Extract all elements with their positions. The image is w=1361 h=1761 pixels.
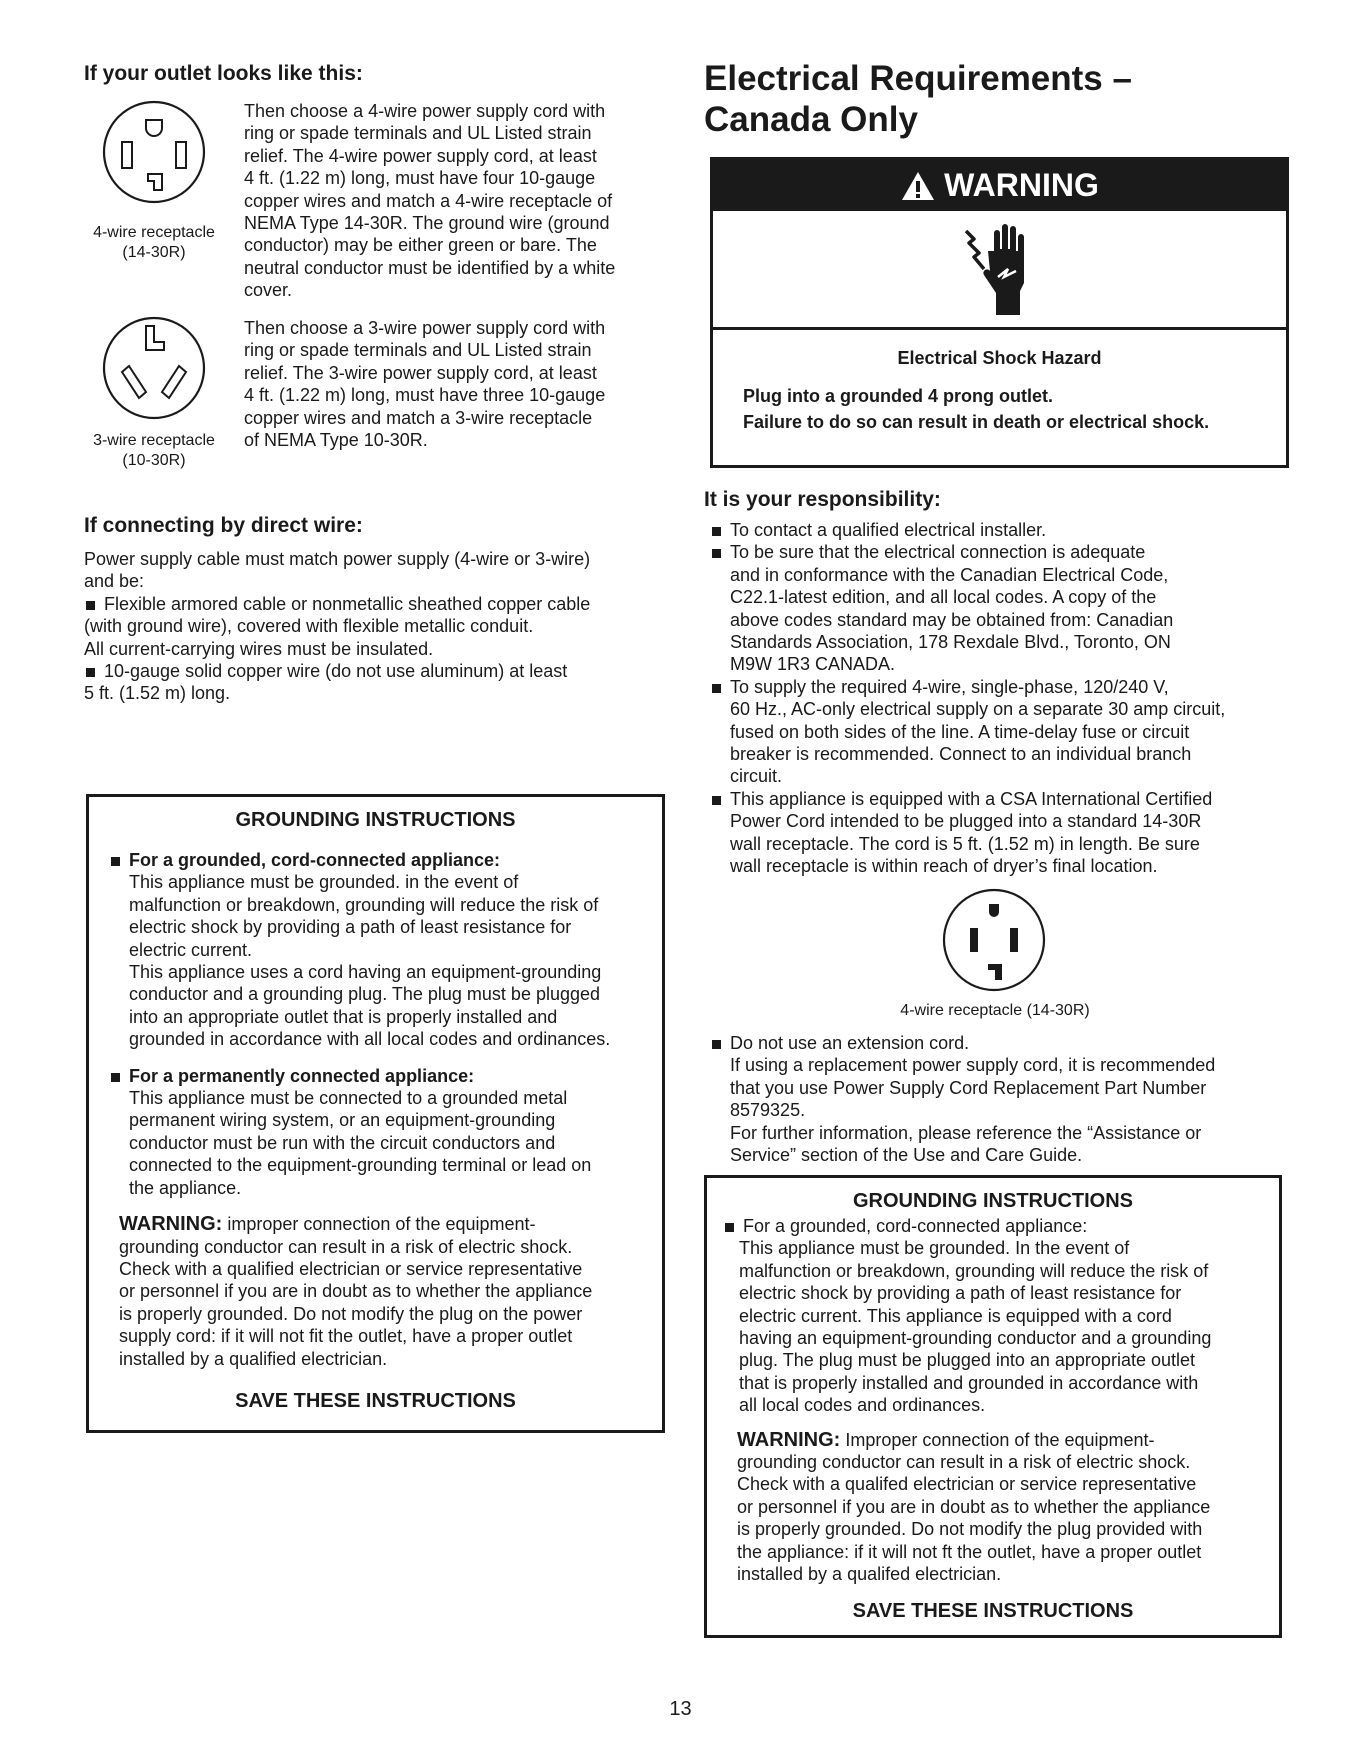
electric-shock-hand-icon: [960, 219, 1040, 319]
page-number: 13: [669, 1698, 692, 1720]
outlet-heading: If your outlet looks like this:: [84, 62, 363, 85]
grounding-item-1: [109, 849, 654, 1051]
extension-bullet: Do not use an extension cord.: [710, 1032, 1330, 1054]
extension-cord-section: [710, 1032, 1330, 1166]
grounding-instructions-box-left: [86, 794, 665, 1433]
caption-line: 3-wire receptacle: [93, 432, 215, 449]
grounding-instructions-box-right: [704, 1175, 1282, 1638]
direct-wire-bullet-2: 10-gauge solid copper wire (do not use aluminum) at least: [84, 660, 684, 682]
grounding-item-1-text: This appliance must be grounded. In the event of malfunction or breakdown, grounding will reduce the risk of electric shock by providing a path of least resistance for electric current. This appliance is equipped with a cord having an equipment-grounding conductor and a grounding plug. The plug must be plugged into an appropriate outlet that is properly installed and grounded in accordance with all local codes and ordinances.: [739, 1238, 1212, 1416]
hazard-body: [743, 383, 1286, 435]
grounding-title: GROUNDING INSTRUCTIONS: [235, 809, 516, 831]
grounding-item-2-heading: For a permanently connected appliance:: [109, 1065, 654, 1087]
extension-text: If using a replacement power supply cord, it is recommended that you use Power Supply Cord Replacement Part Number 8579325. For further information, please reference the “Assistance or Service” section of the Use and Care Guide.: [730, 1055, 1216, 1166]
direct-wire-bullet-1-cont: (with ground wire), covered with flexible metallic conduit. All current-carrying wires must be insulated.: [84, 616, 534, 659]
direct-wire-intro: Power supply cable must match power supply (4-wire or 3-wire) and be:: [84, 549, 591, 592]
grounding-item-1: [723, 1215, 1271, 1417]
direct-wire-bullet-2-cont: 5 ft. (1.52 m) long.: [84, 683, 231, 704]
hazard-title: Electrical Shock Hazard: [897, 348, 1102, 368]
caption-line: (10-30R): [122, 452, 186, 469]
page-title-line: Canada Only: [704, 100, 918, 139]
shock-icon-area: [713, 211, 1286, 330]
warning-label: WARNING:: [119, 1213, 223, 1236]
grounding-item-1-heading: For a grounded, cord-connected appliance:: [723, 1215, 1271, 1237]
save-instructions: SAVE THESE INSTRUCTIONS: [852, 1599, 1134, 1622]
grounding-item-1-text: This appliance must be grounded. in the event of malfunction or breakdown, grounding will reduce the risk of electric shock by providing a path of least resistance for electric current. This appliance uses a cord having an equipment-grounding conductor and a grounding plug. The plug must be plugged into an appropriate outlet that is properly installed and grounded in accordance with all local codes and ordinances.: [129, 872, 611, 1050]
receptacle-4wire-text: Then choose a 4-wire power supply cord with ring or spade terminals and UL Listed strain relief. The 4-wire power supply cord, at least 4 ft. (1.22 m) long, must have four 10-gauge copper wires and match a 4-wire receptacle of NEMA Type 14-30R. The ground wire (ground conductor) may be either green or bare. The neutral conductor must be identified by a white cover.: [244, 101, 616, 301]
receptacle-3wire-caption: [84, 431, 224, 471]
direct-wire-bullet-1: Flexible armored cable or nonmetallic sheathed copper cable: [84, 593, 684, 615]
responsibility-item-1: To contact a qualified electrical installer.: [710, 519, 1330, 541]
warning-banner-text: WARNING: [944, 167, 1099, 203]
responsibility-item-3: To supply the required 4-wire, single-phase, 120/240 V, 60 Hz., AC-only electrical supply on a separate 30 amp circuit, fused on both sides of the line. A time-delay fuse or circuit breaker is recommended. Connect to an individual branch circuit.: [710, 676, 1330, 788]
grounding-item-2: [109, 1065, 654, 1199]
receptacle-14-30r-icon: [940, 886, 1048, 994]
receptacle-4wire-right-caption: 4-wire receptacle (14-30R): [900, 1002, 1090, 1019]
receptacle-3wire-text: Then choose a 3-wire power supply cord with ring or spade terminals and UL Listed strain relief. The 3-wire power supply cord, at least 4 ft. (1.22 m) long, must have three 10-gauge copper wires and match a 3-wire receptacle of NEMA Type 10-30R.: [244, 318, 606, 451]
warning-banner: [713, 160, 1286, 211]
hazard-line: Plug into a grounded 4 prong outlet.: [743, 386, 1053, 406]
page-title-line: Electrical Requirements –: [704, 59, 1132, 98]
warning-text: Improper connection of the equipment- grounding conductor can result in a risk of electric shock. Check with a qualifed electrician or service representative or personnel if you are in doubt as to whether the appliance is properly grounded. Do not modify the plug provided with the appliance: if it will not ft the outlet, have a proper outlet installed by a qualifed electrician.: [737, 1429, 1211, 1585]
responsibility-item-4: This appliance is equipped with a CSA International Certified Power Cord intended to be plugged into a standard 14-30R wall receptacle. The cord is 5 ft. (1.52 m) in length. Be sure wall receptacle is within reach of dryer’s final location.: [710, 788, 1330, 878]
responsibility-heading: It is your responsibility:: [704, 488, 941, 511]
grounding-warning: [737, 1429, 1271, 1586]
caption-line: (14-30R): [122, 244, 186, 261]
warning-label: WARNING:: [737, 1428, 841, 1451]
caption-line: 4-wire receptacle: [93, 224, 215, 241]
warning-triangle-icon: [900, 170, 936, 202]
receptacle-4wire-caption: [84, 223, 224, 263]
warning-text: improper connection of the equipment- grounding conductor can result in a risk of electric shock. Check with a qualified electrician or service representative or personnel if you are in doubt as to whether the appliance is properly grounded. Do not modify the plug on the power supply cord: if it will not fit the outlet, have a proper outlet installed by a qualified electrician.: [119, 1214, 593, 1369]
receptacle-14-30r-icon: [100, 98, 208, 206]
save-instructions: SAVE THESE INSTRUCTIONS: [235, 1389, 516, 1412]
grounding-item-1-heading: For a grounded, cord-connected appliance:: [109, 849, 654, 871]
direct-wire-body: [84, 548, 684, 705]
grounding-title: GROUNDING INSTRUCTIONS: [853, 1190, 1133, 1212]
page-title: [704, 58, 1132, 140]
hazard-line: Failure to do so can result in death or electrical shock.: [743, 412, 1210, 432]
responsibility-item-2: To be sure that the electrical connection is adequate and in conformance with the Canadian Electrical Code, C22.1-latest edition, and all local codes. A copy of the above codes standard may be obtained from: Canadian Standards Association, 178 Rexdale Blvd., Toronto, ON M9W 1R3 CANADA.: [710, 541, 1330, 675]
direct-wire-heading: If connecting by direct wire:: [84, 514, 363, 537]
grounding-item-2-text: This appliance must be connected to a grounded metal permanent wiring system, or an equipment-grounding conductor must be run with the circuit conductors and connected to the equipment-grounding terminal or lead on the appliance.: [129, 1088, 592, 1198]
receptacle-10-30r-icon: [100, 314, 208, 422]
grounding-warning: [119, 1213, 654, 1370]
responsibility-list: [710, 519, 1330, 878]
warning-box: [710, 157, 1289, 468]
